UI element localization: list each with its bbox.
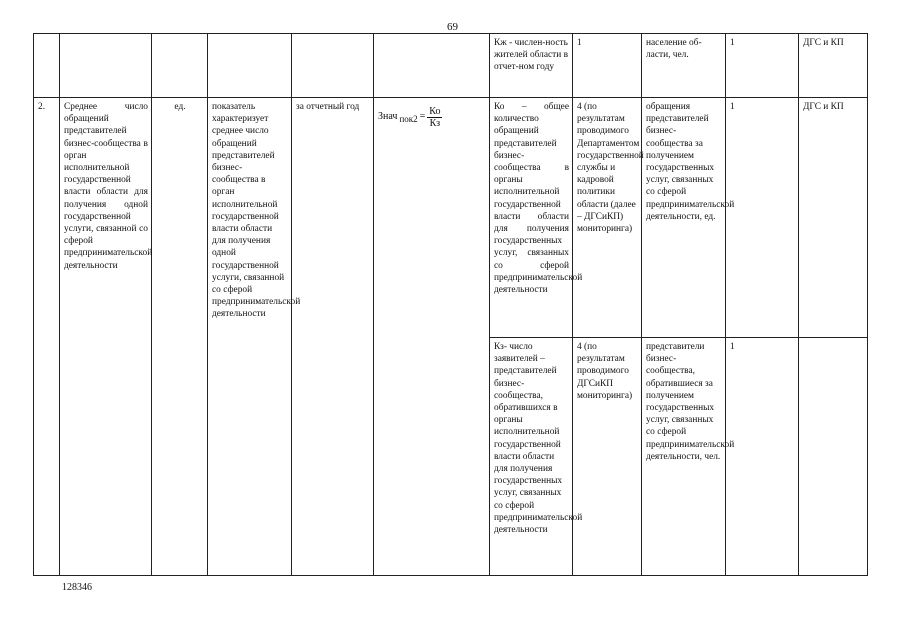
cell-source: 4 (по результатам проводимого Департаментом государственной службы и кадровой политики области (далее – ДГСиКП) мониторинга) <box>573 98 642 338</box>
table-row <box>34 34 868 98</box>
cell-responsible: ДГС и КП <box>799 34 868 98</box>
table-row <box>34 98 868 338</box>
cell-unit-desc: население об-ласти, чел. <box>642 34 726 98</box>
cell-indicator-name: Среднее число обращений представителей бизнес-сообщества в орган исполнительной государственной власти области для получения одной государственной услуги, связанной со сферой предпринимательской деятельности <box>60 98 152 576</box>
cell-weight: 1 <box>573 34 642 98</box>
cell-indicator-ko: Ко – общее количество обращений представителей бизнес-сообщества в органы исполнительной государственной власти области для получения государственных услуг, связанных со сферой предпринимательской деятельности <box>490 98 573 338</box>
page-number: 69 <box>447 21 458 33</box>
cell-unit-desc: представители бизнес-сообщества, обратившиеся за получением государственных услуг, связанных со сферой предпринимательской деятельности, чел. <box>642 338 726 576</box>
formula <box>378 106 486 129</box>
cell-empty <box>799 338 868 576</box>
cell-indicator-kzh: Кж - числен-ность жителей области в отчет-ном году <box>490 34 573 98</box>
cell-value: 1 <box>726 34 799 98</box>
cell-indicator-kz: Кз- число заявителей – представителей бизнес-сообщества, обратившихся в органы исполнительной государственной власти области для получения государственных услуг, связанных со сферой предпринимательской деятельности <box>490 338 573 576</box>
cell-description: показатель характеризует среднее число обращений представителей бизнес-сообщества в орган исполнительной государственной власти области для получения одной государственной услуги, связанной со сферой предпринимательской деятельности <box>208 98 292 576</box>
cell-value: 1 <box>726 338 799 576</box>
indicator-table <box>33 33 868 576</box>
formula-denominator: Кз <box>429 118 441 129</box>
formula-numerator: Ко <box>429 106 441 117</box>
cell-empty <box>374 34 490 98</box>
cell-value: 1 <box>726 98 799 338</box>
cell-empty <box>34 34 60 98</box>
cell-source: 4 (по результатам проводимого ДГСиКП мониторинга) <box>573 338 642 576</box>
cell-empty <box>152 34 208 98</box>
cell-period: за отчетный год <box>292 98 374 576</box>
formula-prefix: Знач <box>378 111 398 123</box>
cell-unit-desc: обращения представителей бизнес-сообщества за получением государственных услуг, связанных со сферой предпринимательской деятельности, ед. <box>642 98 726 338</box>
cell-responsible: ДГС и КП <box>799 98 868 338</box>
cell-number: 2. <box>34 98 60 576</box>
cell-empty <box>292 34 374 98</box>
formula-fraction <box>427 106 442 129</box>
cell-unit: ед. <box>152 98 208 576</box>
cell-empty <box>208 34 292 98</box>
document-code: 128346 <box>62 582 92 593</box>
cell-formula <box>374 98 490 576</box>
formula-sub: пок2 <box>399 114 418 125</box>
formula-eq: = <box>419 111 426 123</box>
cell-empty <box>60 34 152 98</box>
